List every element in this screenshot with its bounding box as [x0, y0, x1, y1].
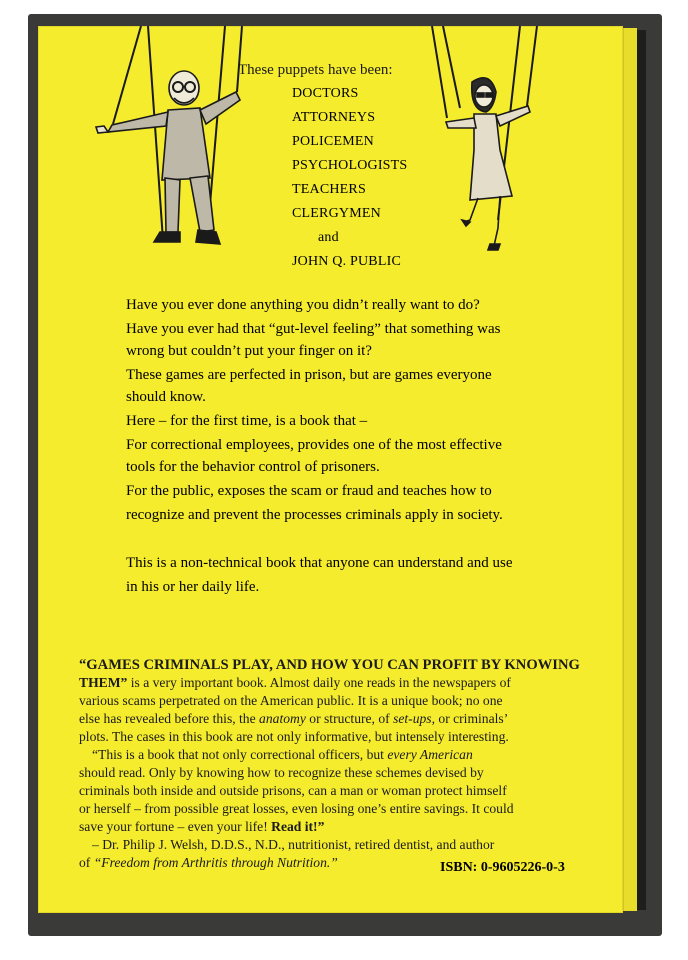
review-text: else has revealed before this, the	[79, 711, 260, 726]
paragraph-line: wrong but couldn’t put your finger on it?	[126, 343, 372, 359]
profession-and: and	[318, 230, 339, 245]
review-title: “GAMES CRIMINALS PLAY, AND HOW YOU CAN PROFIT BY KNOWING	[79, 657, 580, 673]
review-emphasis: Read it!”	[271, 819, 325, 834]
review-emphasis: every American	[387, 747, 473, 762]
review-text: is a very important book. Almost daily one reads in the newspapers of	[127, 675, 511, 690]
book-title-reference: “Freedom from Arthritis through Nutrition.”	[93, 855, 338, 870]
review-line	[79, 854, 338, 872]
isbn-number: ISBN: 0-9605226-0-3	[440, 860, 565, 875]
paragraph-line: should know.	[126, 389, 206, 405]
review-line: various scams perpetrated on the American public. It is a unique book; no one	[79, 693, 503, 708]
review-text: of	[79, 855, 94, 870]
review-line: plots. The cases in this book are not only informative, but intensely interesting.	[79, 729, 509, 744]
profession-doctors: DOCTORS	[292, 86, 359, 101]
profession-john-q-public: JOHN Q. PUBLIC	[292, 254, 401, 269]
profession-teachers: TEACHERS	[292, 182, 366, 197]
profession-policemen: POLICEMEN	[292, 134, 374, 149]
profession-clergymen: CLERGYMEN	[292, 206, 381, 221]
paragraph-line: For correctional employees, provides one of the most effective	[126, 437, 502, 453]
review-emphasis: anatomy	[259, 711, 306, 726]
paragraph-line: These games are perfected in prison, but are games everyone	[126, 367, 492, 383]
review-line	[79, 818, 324, 836]
review-attribution: – Dr. Philip J. Welsh, D.D.S., N.D., nutritionist, retired dentist, and author	[92, 837, 495, 852]
paragraph-line: Here – for the first time, is a book that –	[126, 413, 368, 429]
paragraph-line: tools for the behavior control of prisoners.	[126, 459, 380, 475]
review-text: or criminals’	[435, 711, 509, 726]
paragraph-line: Have you ever done anything you didn’t really want to do?	[126, 297, 480, 313]
review-line: or herself – from possible great losses, even losing one’s entire savings. It could	[79, 801, 514, 816]
review-text: save your fortune – even your life!	[79, 819, 272, 834]
review-text: or structure, of	[305, 711, 394, 726]
review-line: should read. Only by knowing how to recognize these schemes devised by	[79, 765, 484, 780]
paragraph-line: in his or her daily life.	[126, 579, 260, 595]
review-line: criminals both inside and outside prisons, can a man or woman protect himself	[79, 783, 507, 798]
review-emphasis: set-ups,	[393, 711, 435, 726]
review-line	[92, 746, 473, 764]
profession-psychologists: PSYCHOLOGISTS	[292, 158, 408, 173]
review-title-end: THEM”	[79, 675, 128, 690]
paragraph-line: This is a non-technical book that anyone can understand and use	[126, 555, 513, 571]
paragraph-line: recognize and prevent the processes criminals apply in society.	[126, 507, 503, 523]
paragraph-line: Have you ever had that “gut-level feeling” that something was	[126, 321, 501, 337]
review-line	[79, 674, 511, 692]
profession-attorneys: ATTORNEYS	[292, 110, 376, 125]
paragraph-line: For the public, exposes the scam or fraud and teaches how to	[126, 483, 492, 499]
review-text: “This is a book that not only correctional officers, but	[92, 747, 388, 762]
intro-text: These puppets have been:	[238, 62, 393, 78]
review-line	[79, 710, 508, 728]
